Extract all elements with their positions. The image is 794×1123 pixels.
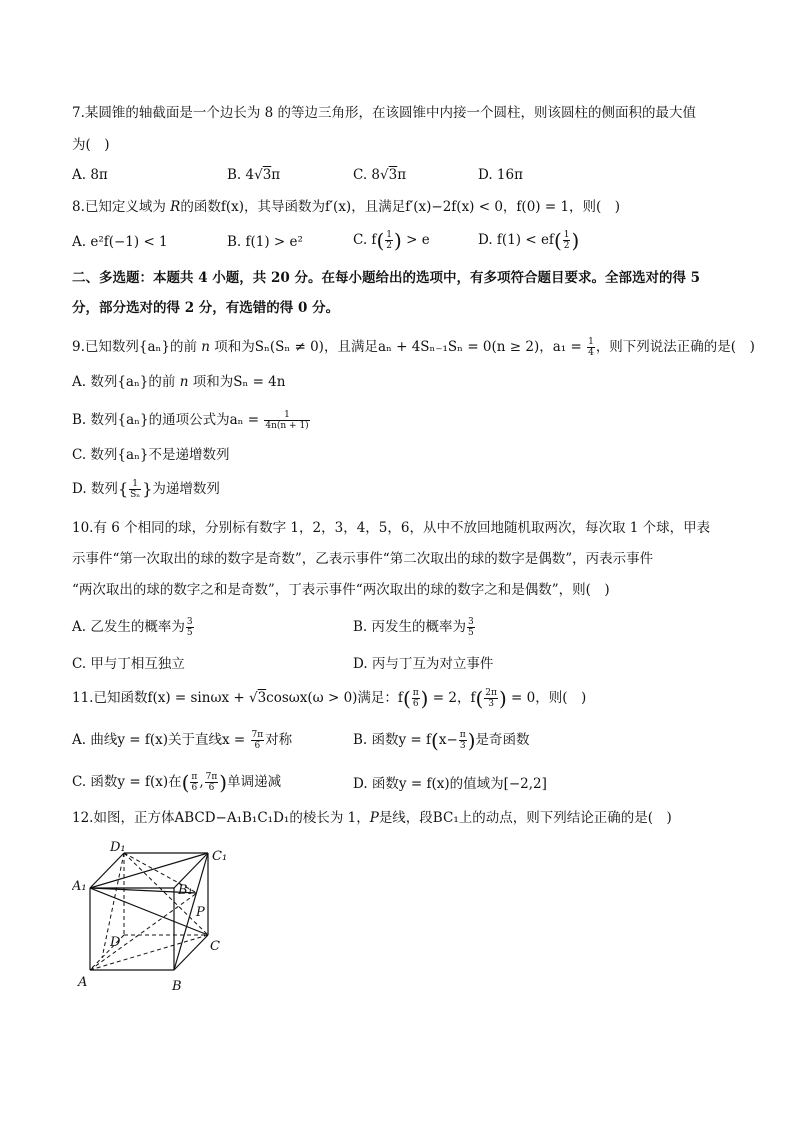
cube-figure — [72, 838, 242, 998]
section2-header-line2: 分，部分选对的得 2 分，有选错的得 0 分。 — [72, 300, 340, 316]
label-P: P — [196, 905, 205, 920]
fraction: $\frac{\pi}{6}$ — [412, 688, 419, 709]
q9-option-a: A. 数列{aₙ}的前 n 项和为Sₙ = 4n — [72, 374, 286, 390]
q8-option-a: A. e²f(−1) < 1 — [72, 234, 168, 250]
fraction: $\frac{1}{4}$ — [588, 337, 594, 358]
q10-option-d: D. 丙与丁互为对立事件 — [353, 656, 494, 672]
fraction: $\frac{7\pi}{6}$ — [251, 730, 264, 751]
q11-stem: 11.已知函数f(x) = sinωx + √3cosωx(ω > 0)满足：f( $\frac{\pi}{6}$ ) = 2，f( $\frac{2\pi}{3}$ ) = 0，则( ) — [72, 686, 587, 711]
q9-stem: 9.已知数列{aₙ}的前 n 项和为Sₙ(Sₙ ≠ 0)，且满足aₙ + 4Sₙ₋₁Sₙ = 0(n ≥ 2)，a₁ = $\frac{1}{4}$ ，则下列说法正确的是( ) — [72, 337, 755, 358]
q7-option-d: D. 16π — [478, 167, 523, 183]
q10-stem-line1: 10.有 6 个相同的球，分别标有数字 1，2，3，4，5，6，从中不放回地随机取两次，每次取 1 个球，甲表 — [72, 520, 711, 536]
label-A: A — [78, 975, 88, 990]
q10-stem-line3: “两次取出的球的数字之和是奇数”，丁表示事件“两次取出的球的数字之和是偶数”，则( ) — [72, 582, 610, 598]
fraction: $\frac{\pi}{6}$ — [191, 772, 198, 793]
fraction: $\frac{7\pi}{6}$ — [205, 772, 218, 793]
q7-stem-line2: 为( ) — [72, 137, 110, 153]
q7-option-b: B. 4√3π — [227, 167, 281, 183]
q11-option-a: A. 曲线y = f(x)关于直线x = $\frac{7\pi}{6}$ 对称 — [72, 730, 293, 751]
fraction: $\frac{1}{2}$ — [563, 230, 570, 251]
q8-option-d: D. f(1) < ef( $\frac{1}{2}$ ) — [478, 228, 580, 253]
fraction: $\frac{1}{2}$ — [386, 230, 392, 251]
sqrt-symbol: √ — [248, 690, 258, 706]
label-A1: A₁ — [72, 879, 87, 894]
fraction: $\frac{1}{4n(n + 1)}$ — [265, 410, 309, 431]
q7-option-a: A. 8π — [72, 167, 108, 183]
segment-AP-hidden — [90, 893, 197, 970]
q9-option-d: D. 数列{ $\frac{1}{\text{Sₙ}}$ }为递增数列 — [72, 479, 220, 500]
label-C1: C₁ — [212, 849, 228, 864]
fraction: $\frac{3}{5}$ — [186, 617, 193, 638]
label-D1: D₁ — [110, 840, 126, 855]
q7-stem-line1: 7.某圆锥的轴截面是一个边长为 8 的等边三角形，在该圆锥中内接一个圆柱，则该圆柱的侧面积的最大值 — [72, 105, 697, 121]
q10-option-b: B. 丙发生的概率为 $\frac{3}{5}$ — [353, 617, 474, 638]
fraction: $\frac{3}{5}$ — [468, 617, 474, 638]
q9-option-c: C. 数列{aₙ}不是递增数列 — [72, 447, 230, 463]
q10-option-a: A. 乙发生的概率为 $\frac{3}{5}$ — [72, 617, 193, 638]
q10-stem-line2: 示事件“第一次取出的球的数字是奇数”，乙表示事件“第二次取出的球的数字是偶数”，丙表示事件 — [72, 551, 654, 567]
q11-option-d: D. 函数y = f(x)的值域为[−2,2] — [353, 776, 547, 792]
fraction: $\frac{\pi}{3}$ — [459, 730, 466, 751]
fraction: $\frac{1}{\text{Sₙ}}$ — [130, 479, 141, 500]
q7-option-c: C. 8√3π — [353, 167, 407, 183]
fraction: $\frac{2\pi}{3}$ — [485, 688, 497, 709]
q10-option-c: C. 甲与丁相互独立 — [72, 656, 185, 672]
label-D: D — [110, 935, 121, 950]
q8-option-b: B. f(1) > e² — [227, 234, 303, 250]
label-B: B — [172, 979, 182, 994]
q11-option-b: B. 函数y = f(x− $\frac{\pi}{3}$ )是奇函数 — [353, 728, 530, 753]
q11-option-c: C. 函数y = f(x)在( $\frac{\pi}{6}$ , $\frac{7\pi}{6}$ )单调递减 — [72, 770, 282, 795]
section2-header-line1: 二、多选题：本题共 4 小题，共 20 分。在每小题给出的选项中，有多项符合题目要求。全部选对的得 5 — [72, 270, 701, 286]
sqrt-symbol: √ — [380, 167, 389, 183]
label-B1: B₁ — [178, 883, 193, 898]
q8-option-c: C. f( $\frac{1}{2}$ ) > e — [353, 228, 430, 253]
sqrt-symbol: √ — [254, 167, 263, 183]
q12-stem: 12.如图，正方体ABCD−A₁B₁C₁D₁的棱长为 1，P是线，段BC₁上的动点，则下列结论正确的是( ) — [72, 810, 672, 826]
q8-stem: 8.已知定义域为 R的函数f(x)，其导函数为f′(x)，且满足f′(x)−2f(x) < 0，f(0) = 1，则( ) — [72, 199, 621, 215]
label-C: C — [210, 939, 220, 954]
q9-option-b: B. 数列{aₙ}的通项公式为aₙ = $\frac{1}{4n(n + 1)}$ — [72, 410, 309, 431]
